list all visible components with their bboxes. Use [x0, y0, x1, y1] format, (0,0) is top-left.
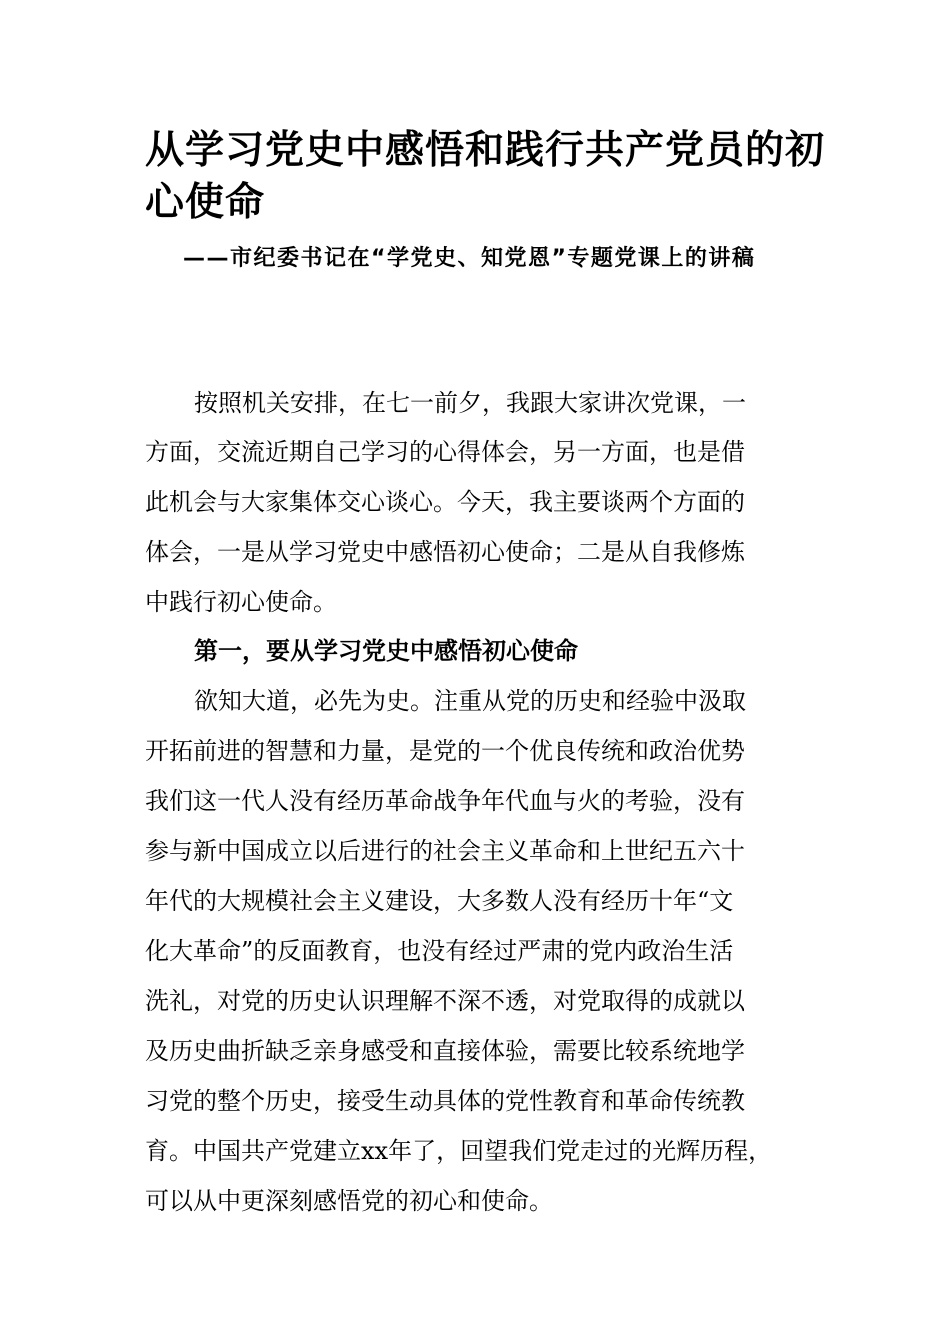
- paragraph-line: 习党的整个历史，接受生动具体的党性教育和革命传统教: [145, 1087, 745, 1115]
- document-subtitle: ——市纪委书记在“学党史、知党恩”专题党课上的讲稿: [183, 246, 756, 271]
- paragraph-line: 体会，一是从学习党史中感悟初心使命；二是从自我修炼: [145, 538, 745, 566]
- paragraph-line: 年代的大规模社会主义建设，大多数人没有经历十年“文: [145, 887, 734, 915]
- paragraph-line: 开拓前进的智慧和力量，是党的一个优良传统和政治优势: [145, 737, 745, 765]
- paragraph-line: 洗礼，对党的历史认识理解不深不透，对党取得的成就以: [145, 987, 745, 1015]
- paragraph-line: 此机会与大家集体交心谈心。今天，我主要谈两个方面的: [145, 488, 745, 516]
- paragraph-line: 我们这一代人没有经历革命战争年代血与火的考验，没有: [145, 787, 745, 815]
- paragraph-line: 方面，交流近期自己学习的心得体会，另一方面，也是借: [145, 438, 745, 466]
- paragraph-line: 按照机关安排，在七一前夕，我跟大家讲次党课，一: [194, 389, 746, 417]
- paragraph-line: 及历史曲折缺乏亲身感受和直接体验，需要比较系统地学: [145, 1037, 745, 1065]
- section-heading: 第一，要从学习党史中感悟初心使命: [194, 637, 578, 665]
- paragraph-line: 中践行初心使命。: [145, 588, 337, 616]
- paragraph-line: 欲知大道，必先为史。注重从党的历史和经验中汲取: [194, 687, 746, 715]
- paragraph-line: 育。中国共产党建立xx年了，回望我们党走过的光辉历程，: [145, 1137, 773, 1165]
- paragraph-line: 可以从中更深刻感悟党的初心和使命。: [145, 1187, 553, 1215]
- document-title: 从学习党史中感悟和践行共产党员的初心使命: [145, 127, 826, 225]
- paragraph-line: 化大革命”的反面教育，也没有经过严肃的党内政治生活: [145, 937, 734, 965]
- paragraph-line: 参与新中国成立以后进行的社会主义革命和上世纪五六十: [145, 837, 745, 865]
